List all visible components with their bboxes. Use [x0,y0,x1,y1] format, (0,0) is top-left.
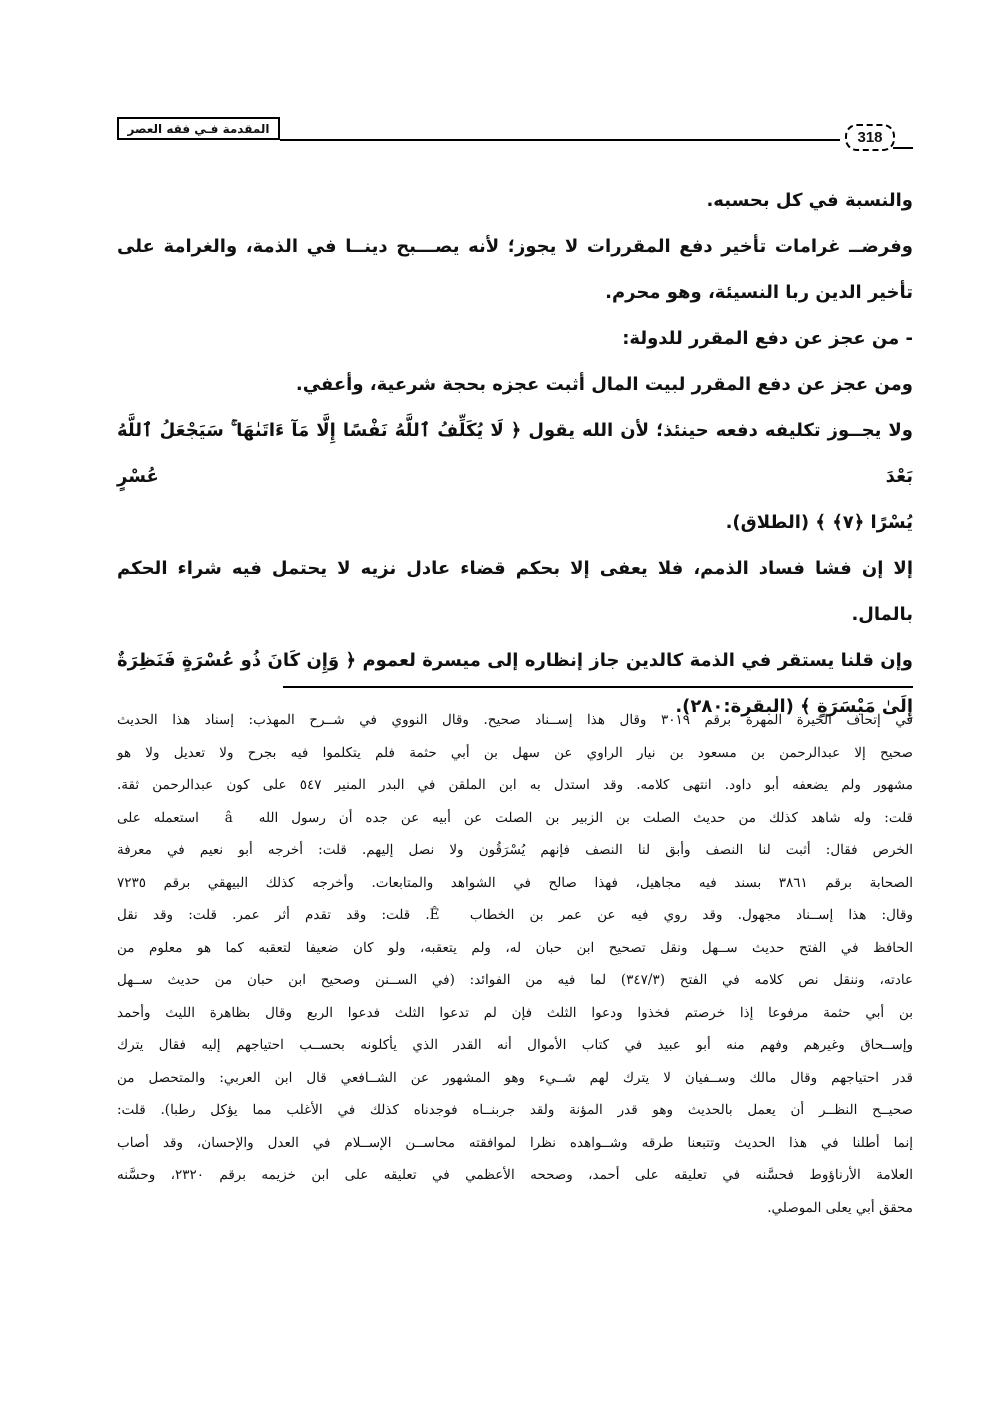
quran-verse-reference: يُسْرًا ﴿٧﴾ ﴾ (الطلاق). [725,512,913,533]
footnote-line: العلامة الأرناؤوط فحسَّنه في تعليقه على أحمد، وصححه الأعظمي في تعليقه على ابن خزيمه برقم ٢٣٢٠، وحسَّنه [117,1167,913,1183]
footnote-line: الخرص فقال: أثبت لنا النصف وأبق لنا النصف فإنهم يُسْرَقُون ولا نصل إليهم. قلت: أخرجه أبو نعيم في معرفة [117,842,913,858]
footnote-text [117,704,913,1224]
text-line: وفرضــ غرامات تأخير دفع المقررات لا يجوز؛ لأنه يصـــبح دينــا في الذمة، والغرامة على [117,236,913,257]
header-rule [280,139,840,141]
footnote-line: مشهور ولم يضعفه أبو داود. انتهى كلامه. وقد استدل به ابن الملقن في البدر المنير ٥٤٧ على كون عبدالرحمن ثقة. [117,777,914,793]
footnote-line: الحافظ في الفتح حديث ســهل ونقل تصحيح ابن حبان له، ولم يتعقبه، ولو كان ضعيفا لتعقبه كما هو معلوم من [117,939,913,956]
footnote-line: الصحابة برقم ٣٨٦١ بسند فيه مجاهيل، فهذا صالح في الشواهد والمتابعات. وأخرجه كذلك البيهقي برقم ٧٢٣٥ [117,874,913,891]
footnote-line: صحيــح النظــر أن يعمل بالحديث وهو قدر المؤنة ولقد جربنــاه فوجدناه كذلك في الأغلب مما يؤكل رطبا). قلت: [117,1102,913,1118]
footnote-line: وإســحاق وغيرهم وفهم منه أبو عبيد في كتاب الأموال أنه القدر الذي يأكلونه بحســب احتياجهم إليه فقال يترك [117,1037,913,1053]
footnote-line: صحيح إلا عبدالرحمن بن مسعود بن نيار الراوي عن سهل بن أبي حثمة فلم يتكلموا فيه بجرح ولا تعديل ولا هو [117,744,913,761]
text-line: ومن عجز عن دفع المقرر لبيت المال أثبت عجزه بحجة شرعية، وأعفي. [295,374,913,395]
quran-verse-reference: إِلَىٰ مَيْسَرَةٍ ﴾ (البقرة:٢٨٠). [675,696,913,717]
running-header-book-title: المقدمة فـي فقه العصر [117,117,280,140]
header-rule-right [893,147,913,149]
footnote-separator [283,686,913,688]
page-number: 318 [845,124,895,151]
footnote-line: بن أبي حثمة مرفوعا إذا خرصتم فخذوا ودعوا الثلث فإن لم تدعوا الثلث فدعوا الربع وقال بظاهرة الليث وأحمد [117,1004,913,1021]
footnote-line: محقق أبي يعلى الموصلي. [767,1199,913,1216]
text-line-with-quran-verse: ولا يجــوز تكليفه دفعه حينئذ؛ لأن الله يقول ﴿ لَا يُكَلِّفُ ٱللَّهُ نَفْسًا إِلَّا مَآ ءَاتَىٰهَا ۚ سَيَجْعَلُ ٱللَّهُ بَعْدَ عُسْرٍ [117,420,913,487]
footnote-line: وقال: هذا إســناد مجهول. وقد روي فيه عن عمر بن الخطاب ‏ Ê‏. قلت: وقد تقدم أثر عمر. قلت: وقد نقل [117,907,913,923]
footnote-line: عادته، وننقل نص كلامه في الفتح (٣٤٧/٣) لما فيه من الفوائد: (في الســنن وصحيح ابن حبان من حديث ســهل [117,972,913,988]
footnote-line: قلت: وله شاهد كذلك من حديث الصلت بن الزبير بن الصلت عن أبيه عن جده أن رسول الله ‏ â ‏ استعمله على [117,809,913,826]
footnote-line: قدر احتياجهم وقال مالك وســفيان لا يترك لهم شــيء وهو المشهور عن الشــافعي قال ابن العربي: والمتحصل من [117,1069,913,1086]
main-text [117,178,913,730]
text-line: والنسبة في كل بحسبه. [706,190,913,211]
text-line: تأخير الدين ربا النسيئة، وهو محرم. [605,282,913,303]
footnote-line: إنما أطلنا في هذا الحديث وتتبعنا طرقه وشــواهده نظرا لموافقته محاســن الإســلام في العدل والإحسان، وقد أصاب [117,1134,913,1151]
text-line: إلا إن فشا فساد الذمم، فلا يعفى إلا بحكم قضاء عادل نزيه لا يحتمل فيه شراء الحكم بالمال. [117,558,913,625]
section-heading: - من عجز عن دفع المقرر للدولة: [622,328,913,349]
text-line-with-quran-verse: وإن قلنا يستقر في الذمة كالدين جاز إنظاره إلى ميسرة لعموم ﴿ وَإِن كَانَ ذُو عُسْرَةٍ فَنَظِرَةٌ [117,650,913,671]
footnote-line: في إتحاف الخيرة المهرة برقم ٣٠١٩ وقال هذا إســناد صحيح. وقال النووي في شــرح المهذب: إسناد هذا الحديث [117,712,913,728]
